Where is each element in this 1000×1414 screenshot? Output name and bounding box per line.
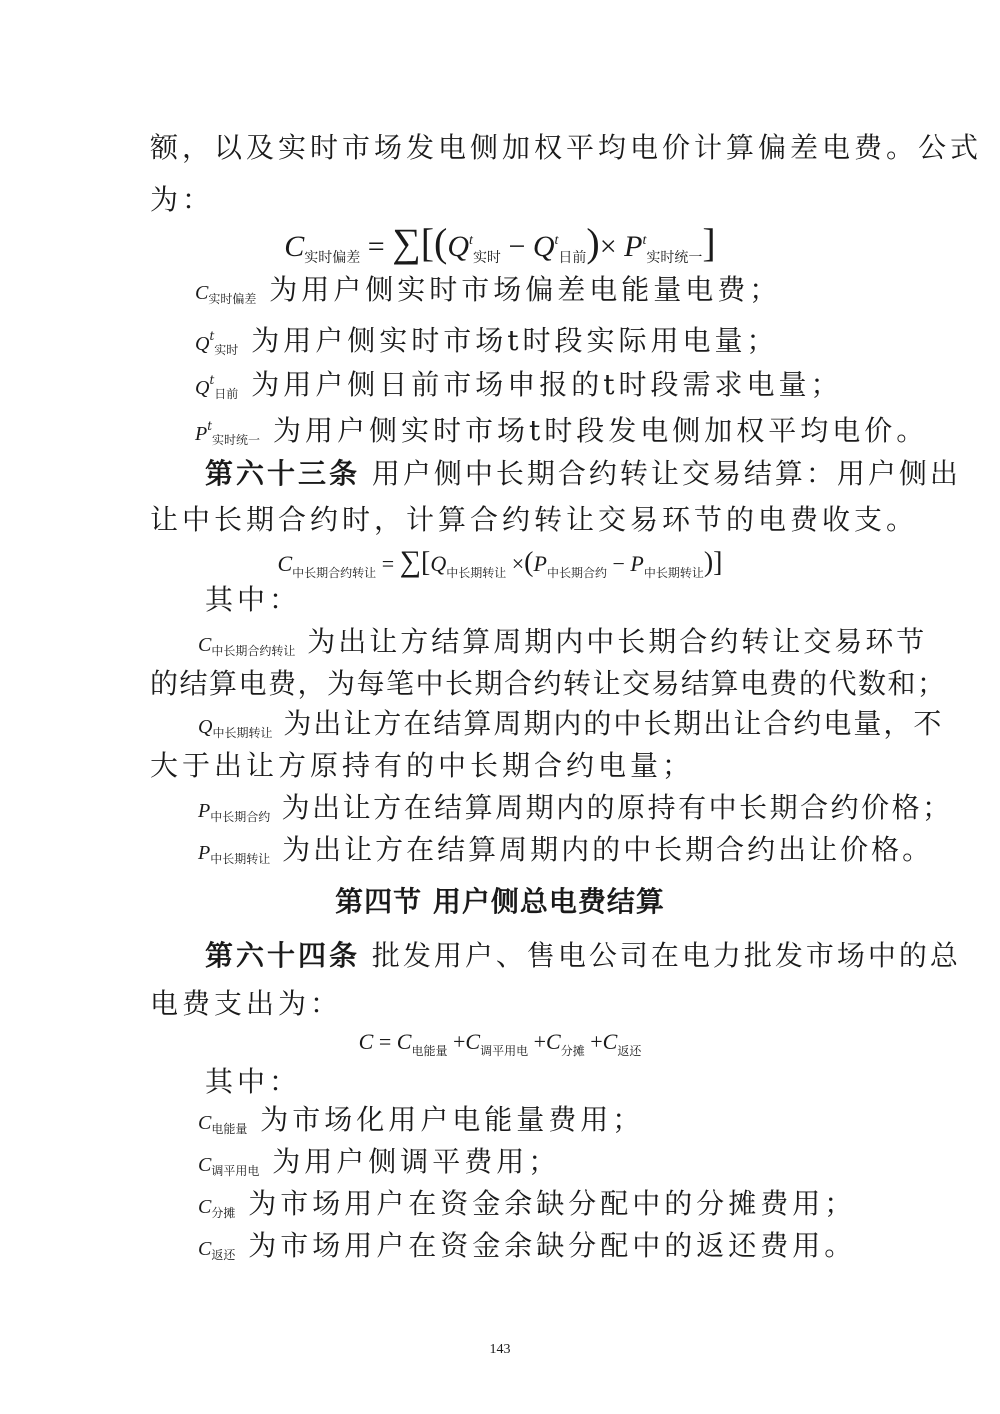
formula-subscript: 中长期转让 [446, 566, 507, 580]
definition-text: 为出让方在结算周期内的原持有中长期合约价格； [281, 791, 953, 824]
formula-subscript: 分摊 [560, 1044, 585, 1058]
definition-subscript: 日前 [214, 387, 239, 401]
body-text-line: 的结算电费，为每笔中长期合约转让交易结算电费的代数和； [150, 667, 947, 700]
formula-var: Q [532, 230, 555, 263]
definition-var: Q [195, 333, 210, 355]
definition-superscript: t [209, 329, 215, 343]
body-text-line: 其中： [205, 1065, 302, 1098]
definition-subscript: 电能量 [211, 1122, 248, 1136]
definition-var: Q [195, 377, 210, 399]
article-title: 第六十三条 [205, 457, 361, 490]
definition-var: C [198, 634, 212, 656]
definition-var: C [195, 282, 209, 304]
definition-text: 为用户侧实时市场t时段发电侧加权平均电价。 [272, 414, 929, 447]
formula-subscript: 调平用电 [480, 1044, 529, 1058]
formula-subscript: 日前 [558, 251, 587, 266]
bracket-open: ( [524, 547, 534, 578]
definition-subscript: 实时 [214, 343, 239, 357]
formula-var: C [396, 1029, 412, 1054]
formula-superscript: t [554, 233, 559, 248]
formula-subscript: 实时偏差 [304, 251, 361, 266]
definition-superscript: t [207, 419, 213, 433]
formula-equals: = [367, 230, 385, 263]
body-text-line: 大于出让方原持有的中长期合约电量； [150, 749, 695, 782]
definition-subscript: 实时统一 [212, 433, 261, 447]
definition-subscript: 中长期转让 [212, 726, 273, 740]
article-line [205, 454, 961, 494]
formula-equals: = [381, 551, 395, 576]
formula-var: P [624, 230, 643, 263]
definition-text: 为用户侧日前市场申报的t时段需求电量； [251, 368, 843, 401]
formula-var: C [465, 1029, 481, 1054]
definition-superscript: t [209, 373, 215, 387]
definition-subscript: 实时偏差 [208, 292, 257, 306]
formula-minus: − [612, 551, 625, 576]
definition-var: Q [198, 716, 213, 738]
definition-var: C [198, 1154, 212, 1176]
formula-var: P [533, 551, 547, 576]
formula-times: × [511, 551, 525, 576]
formula-subscript: 实时 [472, 251, 501, 266]
formula-times: × [599, 230, 617, 263]
definition-text: 为用户侧实时市场偏差电能量电费； [269, 273, 782, 306]
definition-text: 为市场化用户电能量费用； [260, 1103, 645, 1136]
sum-symbol: ∑ [399, 545, 421, 578]
formula-minus: − [508, 230, 526, 263]
definition-var: P [195, 423, 208, 445]
formula-equals: = [378, 1029, 392, 1054]
formula-var: Q [430, 551, 447, 576]
definition-var: C [198, 1238, 212, 1260]
definition-line [195, 406, 928, 460]
bracket-open: [( [420, 220, 448, 265]
body-text-line: 为： [150, 183, 215, 216]
body-text-line: 让中长期合约时，计算合约转让交易环节的电费收支。 [150, 503, 919, 536]
formula-subscript: 实时统一 [646, 251, 703, 266]
formula-var: C [602, 1029, 618, 1054]
sum-symbol: ∑ [392, 220, 421, 265]
formula-var: C [277, 551, 293, 576]
body-text-line: 额，以及实时市场发电侧加权平均电价计算偏差电费。公式 [150, 131, 983, 164]
bracket-close: ] [702, 220, 716, 265]
formula-superscript: t [469, 233, 473, 248]
bracket-close: ) [586, 220, 600, 265]
definition-text: 为出让方结算周期内中长期合约转让交易环节 [307, 625, 928, 658]
formula-subscript: 返还 [617, 1044, 642, 1058]
formula-var: Q [447, 230, 470, 263]
article-text: 批发用户、售电公司在电力批发市场中的总 [371, 939, 961, 972]
page-number: 143 [489, 1342, 511, 1357]
definition-text: 为市场用户在资金余缺分配中的分摊费用； [248, 1187, 857, 1220]
formula-subscript: 电能量 [411, 1044, 448, 1058]
definition-text: 为市场用户在资金余缺分配中的返还费用。 [248, 1229, 857, 1262]
definition-subscript: 调平用电 [211, 1164, 260, 1178]
formula-subscript: 中长期转让 [643, 566, 704, 580]
formula-var: C [546, 1029, 561, 1054]
section-heading: 第四节 用户侧总电费结算 [335, 885, 665, 918]
article-title: 第六十四条 [205, 939, 361, 972]
definition-line [198, 1226, 856, 1275]
formula-plus: + [590, 1029, 603, 1054]
definition-subscript: 返还 [211, 1248, 236, 1262]
definition-text: 为用户侧调平费用； [272, 1145, 561, 1178]
formula-plus: + [452, 1029, 466, 1054]
definition-subscript: 中长期转让 [210, 852, 271, 866]
formula-subscript: 中长期合约 [546, 566, 607, 580]
formula-var: C [358, 1029, 374, 1054]
formula-subscript: 中长期合约转让 [292, 566, 377, 580]
definition-subscript: 分摊 [211, 1206, 236, 1220]
definition-var: C [198, 1112, 212, 1134]
body-text-line: 其中： [205, 583, 302, 616]
formula-plus: + [533, 1029, 547, 1054]
formula-var: P [630, 551, 644, 576]
definition-var: P [198, 842, 211, 864]
definition-text: 为出让方在结算周期内的中长期出让合约电量，不 [283, 707, 944, 740]
article-text: 用户侧中长期合约转让交易结算：用户侧出 [371, 457, 961, 490]
bracket-close: )] [703, 547, 723, 578]
definition-text: 为用户侧实时市场t时段实际用电量； [251, 324, 779, 357]
body-text-line: 电费支出为： [150, 987, 343, 1020]
definition-var: C [198, 1196, 212, 1218]
formula-var: C [284, 230, 305, 263]
definition-var: P [198, 800, 211, 822]
definition-line [195, 270, 781, 319]
formula-superscript: t [642, 233, 647, 248]
definition-subscript: 中长期合约转让 [211, 644, 296, 658]
bracket-open: [ [421, 547, 431, 578]
definition-text: 为出让方在结算周期内的中长期合约出让价格。 [282, 833, 934, 866]
article-line [205, 936, 961, 976]
definition-subscript: 中长期合约 [210, 810, 271, 824]
definition-line [198, 830, 933, 879]
